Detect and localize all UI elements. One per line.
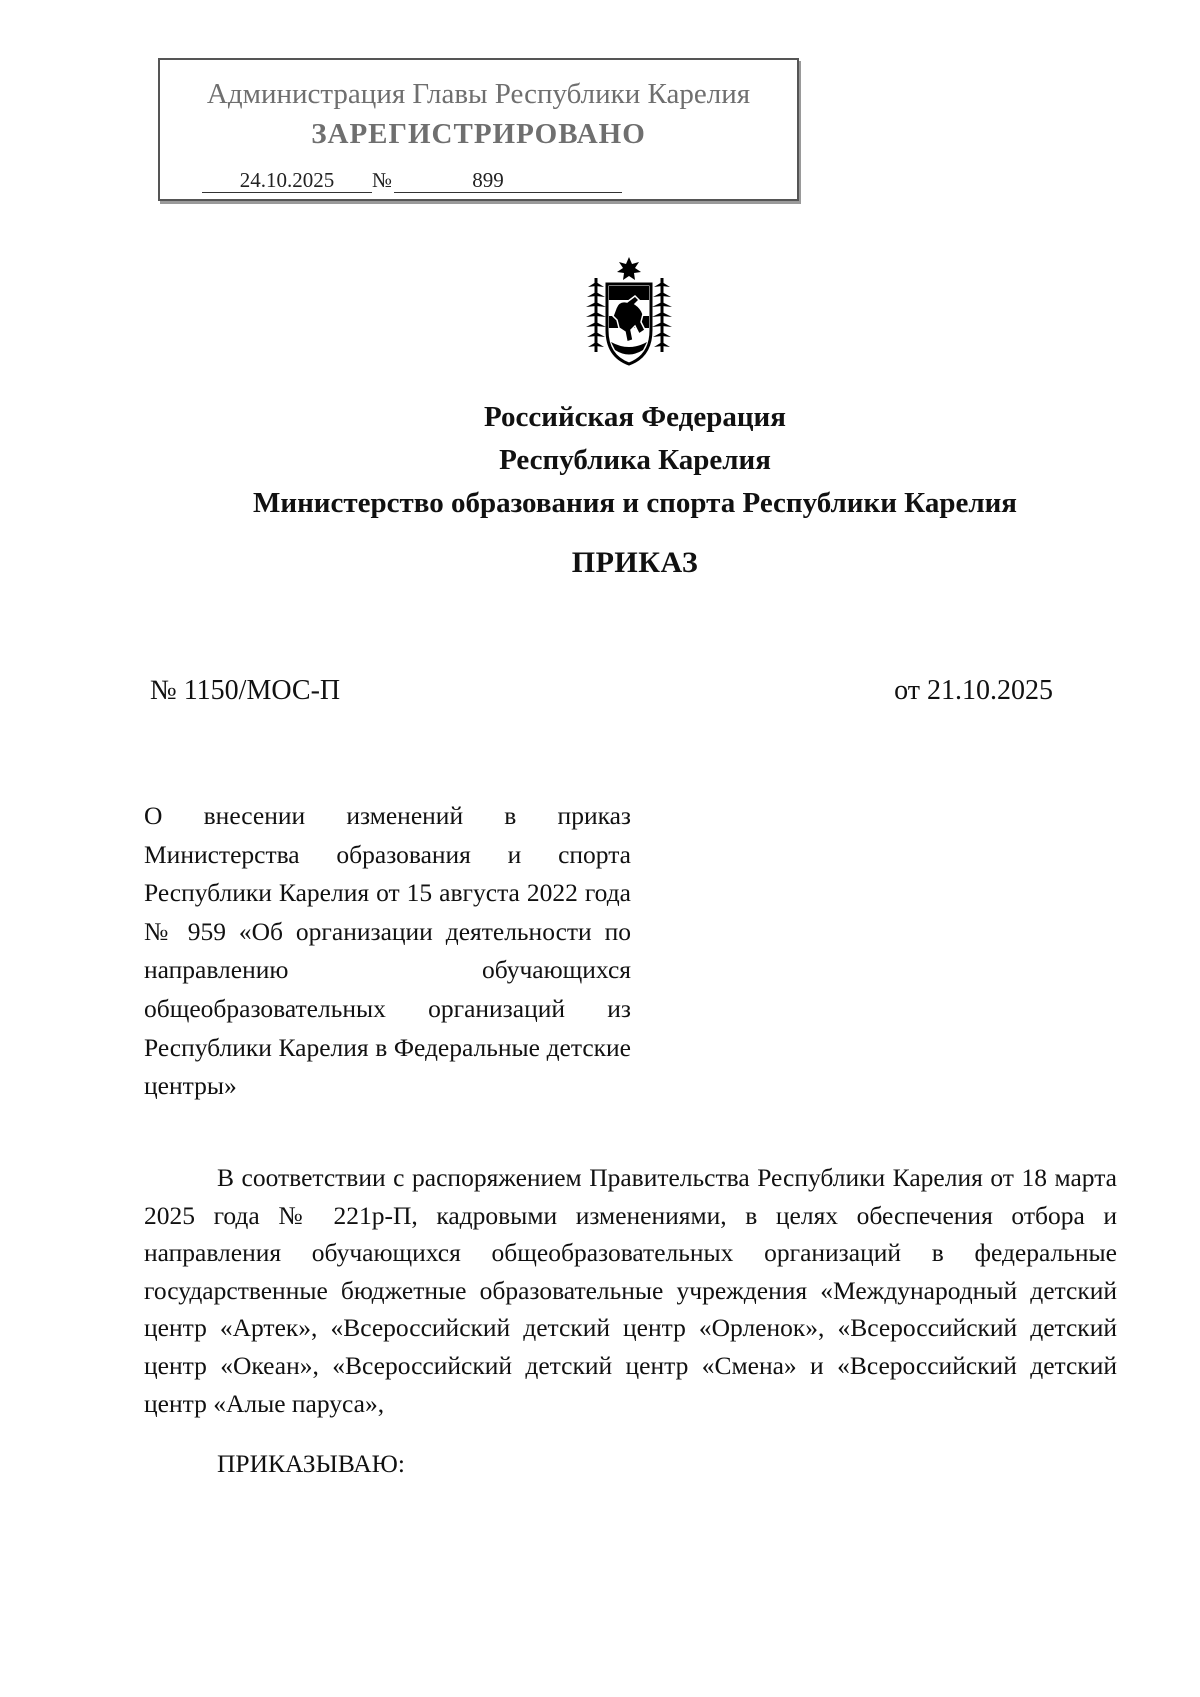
order-number: № 1150/МОС-П: [150, 675, 341, 706]
header-republic: Республика Карелия: [499, 444, 771, 476]
preamble-paragraph: В соответствии с распоряжением Правительства Республики Карелия от 18 марта 2025 года № 221р-П, кадровыми изменениями, в целях обеспечения отбора и направления обучающихся общеобразовательных организаций в федеральные государственные бюджетные образовательные учреждения «Международный детский центр «Артек», «Всероссийский детский центр «Орленок», «Всероссийский детский центр «Океан», «Всероссийский детский центр «Смена» и «Всероссийский детский центр «Алые паруса»,: [144, 1163, 1117, 1418]
header-ministry: Министерство образования и спорта Республики Карелия: [253, 487, 1017, 519]
registration-stamp: [158, 58, 799, 201]
order-command: ПРИКАЗЫВАЮ:: [217, 1449, 405, 1478]
order-subject: О внесении изменений в приказ Министерства образования и спорта Республики Карелия от 15 августа 2022 года № 959 «Об организации деятельности по направлению обучающихся общеобразовательных организаций из Республики Карелия в Федеральные детские центры»: [144, 801, 631, 1101]
stamp-organization: Администрация Главы Республики Карелия: [206, 78, 751, 110]
stamp-date: 24.10.2025: [202, 168, 372, 193]
stamp-status: ЗАРЕГИСТРИРОВАНО: [311, 118, 646, 150]
order-date: от 21.10.2025: [894, 675, 1053, 706]
document-type-title: ПРИКАЗ: [571, 546, 699, 579]
stamp-number-label: №: [372, 168, 393, 192]
header-country: Российская Федерация: [484, 401, 786, 433]
karelia-coat-of-arms-icon: [583, 256, 675, 368]
stamp-number: 899: [394, 168, 622, 193]
